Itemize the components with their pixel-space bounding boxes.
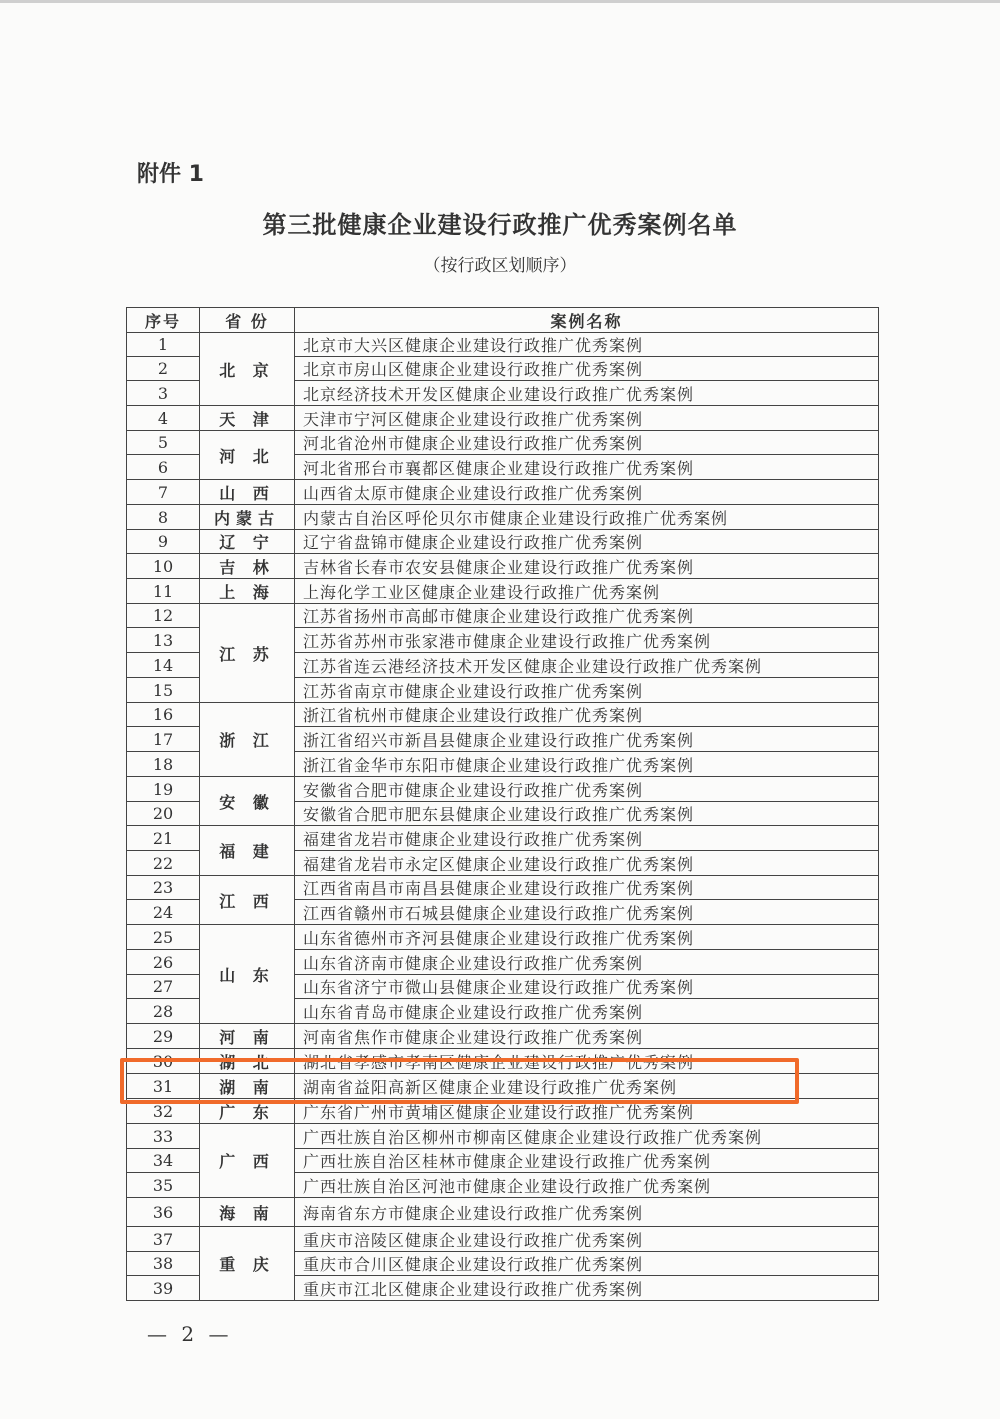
case-name: 辽宁省盘锦市健康企业建设行政推广优秀案例 [295,530,879,554]
province-cell: 浙 江 [200,703,295,777]
case-name: 山西省太原市健康企业建设行政推广优秀案例 [295,480,879,505]
province-cell: 江 苏 [200,604,295,703]
attachment-label: 附件 1 [137,162,204,187]
case-name: 江西省赣州市石城县健康企业建设行政推广优秀案例 [295,900,879,925]
row-number: 38 [127,1252,200,1276]
case-name: 天津市宁河区健康企业建设行政推广优秀案例 [295,406,879,431]
table-row [127,1198,879,1227]
case-name: 内蒙古自治区呼伦贝尔市健康企业建设行政推广优秀案例 [295,505,879,530]
province-cell: 河 北 [200,431,295,480]
header-number: 序号 [127,308,200,333]
case-name: 江苏省苏州市张家港市健康企业建设行政推广优秀案例 [295,628,879,653]
case-name: 山东省德州市齐河县健康企业建设行政推广优秀案例 [295,925,879,950]
row-number: 25 [127,925,200,950]
row-number: 19 [127,777,200,802]
row-number: 36 [127,1198,200,1227]
row-number: 12 [127,604,200,628]
case-name: 广东省广州市黄埔区健康企业建设行政推广优秀案例 [295,1099,879,1124]
row-number: 3 [127,381,200,406]
case-name: 江苏省连云港经济技术开发区健康企业建设行政推广优秀案例 [295,653,879,678]
province-cell: 内蒙古 [200,505,295,530]
row-number: 8 [127,505,200,530]
case-name: 北京经济技术开发区健康企业建设行政推广优秀案例 [295,381,879,406]
row-number: 11 [127,579,200,604]
case-name: 北京市大兴区健康企业建设行政推广优秀案例 [295,333,879,357]
case-name: 山东省济南市健康企业建设行政推广优秀案例 [295,950,879,975]
case-name: 重庆市涪陵区健康企业建设行政推广优秀案例 [295,1227,879,1252]
row-number: 4 [127,406,200,431]
row-number: 9 [127,530,200,554]
province-cell: 湖 南 [200,1074,295,1099]
row-number: 21 [127,826,200,851]
table-row [127,826,879,851]
case-name: 福建省龙岩市健康企业建设行政推广优秀案例 [295,826,879,851]
case-name: 山东省济宁市微山县健康企业建设行政推广优秀案例 [295,975,879,999]
case-name: 江西省南昌市南昌县健康企业建设行政推广优秀案例 [295,876,879,900]
page-number: — 2 — [147,1322,233,1346]
table-row [127,1124,879,1149]
province-cell: 海 南 [200,1198,295,1227]
row-number: 27 [127,975,200,999]
table-row [127,333,879,357]
province-cell: 重 庆 [200,1227,295,1301]
row-number: 28 [127,999,200,1024]
province-cell: 辽 宁 [200,530,295,554]
province-cell: 北 京 [200,333,295,406]
row-number: 10 [127,554,200,579]
case-list-table [126,307,879,1301]
case-name: 安徽省合肥市健康企业建设行政推广优秀案例 [295,777,879,802]
scan-edge [0,0,1000,3]
row-number: 35 [127,1173,200,1198]
case-name: 广西壮族自治区桂林市健康企业建设行政推广优秀案例 [295,1149,879,1173]
table-row [127,777,879,802]
case-name: 重庆市合川区健康企业建设行政推广优秀案例 [295,1252,879,1276]
header-province: 省 份 [200,308,295,333]
province-cell: 天 津 [200,406,295,431]
table-row [127,554,879,579]
table-row [127,480,879,505]
row-number: 23 [127,876,200,900]
province-cell: 福 建 [200,826,295,876]
row-number: 37 [127,1227,200,1252]
case-name: 重庆市江北区健康企业建设行政推广优秀案例 [295,1276,879,1301]
case-name: 山东省青岛市健康企业建设行政推广优秀案例 [295,999,879,1024]
row-number: 32 [127,1099,200,1124]
province-cell: 安 徽 [200,777,295,826]
table-row [127,406,879,431]
row-number: 6 [127,455,200,480]
case-name: 江苏省扬州市高邮市健康企业建设行政推广优秀案例 [295,604,879,628]
row-number: 29 [127,1024,200,1049]
row-number: 30 [127,1049,200,1074]
case-name: 广西壮族自治区柳州市柳南区健康企业建设行政推广优秀案例 [295,1124,879,1149]
row-number: 1 [127,333,200,357]
case-name: 福建省龙岩市永定区健康企业建设行政推广优秀案例 [295,851,879,876]
row-number: 15 [127,678,200,703]
row-number: 26 [127,950,200,975]
province-cell: 山 东 [200,925,295,1024]
row-number: 24 [127,900,200,925]
row-number: 33 [127,1124,200,1149]
case-name: 江苏省南京市健康企业建设行政推广优秀案例 [295,678,879,703]
case-name: 浙江省金华市东阳市健康企业建设行政推广优秀案例 [295,752,879,777]
case-name: 浙江省绍兴市新昌县健康企业建设行政推广优秀案例 [295,727,879,752]
header-case-name: 案例名称 [295,308,879,333]
table-row [127,505,879,530]
row-number: 31 [127,1074,200,1099]
case-name: 海南省东方市健康企业建设行政推广优秀案例 [295,1198,879,1227]
table-row [127,1024,879,1049]
row-number: 39 [127,1276,200,1301]
table-row [127,431,879,455]
row-number: 17 [127,727,200,752]
case-name: 广西壮族自治区河池市健康企业建设行政推广优秀案例 [295,1173,879,1198]
row-number: 2 [127,357,200,381]
table-row [127,1227,879,1252]
table-header-row [127,308,879,333]
table-row [127,925,879,950]
case-name: 河北省沧州市健康企业建设行政推广优秀案例 [295,431,879,455]
table-row [127,703,879,727]
highlight-box [120,1058,799,1104]
province-cell: 广 西 [200,1124,295,1198]
row-number: 18 [127,752,200,777]
table-row [127,876,879,900]
row-number: 14 [127,653,200,678]
table-row [127,579,879,604]
case-name: 浙江省杭州市健康企业建设行政推广优秀案例 [295,703,879,727]
row-number: 34 [127,1149,200,1173]
row-number: 7 [127,480,200,505]
case-name: 北京市房山区健康企业建设行政推广优秀案例 [295,357,879,381]
row-number: 5 [127,431,200,455]
province-cell: 江 西 [200,876,295,925]
case-name: 吉林省长春市农安县健康企业建设行政推广优秀案例 [295,554,879,579]
case-name: 安徽省合肥市肥东县健康企业建设行政推广优秀案例 [295,802,879,826]
province-cell: 上 海 [200,579,295,604]
province-cell: 吉 林 [200,554,295,579]
table-body [127,333,879,1301]
case-name: 上海化学工业区健康企业建设行政推广优秀案例 [295,579,879,604]
province-cell: 广 东 [200,1099,295,1124]
row-number: 16 [127,703,200,727]
document-title: 第三批健康企业建设行政推广优秀案例名单 [262,211,738,239]
row-number: 20 [127,802,200,826]
case-name: 河南省焦作市健康企业建设行政推广优秀案例 [295,1024,879,1049]
row-number: 13 [127,628,200,653]
table-row [127,604,879,628]
province-cell: 湖 北 [200,1049,295,1074]
table-row [127,530,879,554]
case-name: 河北省邢台市襄都区健康企业建设行政推广优秀案例 [295,455,879,480]
case-name: 湖南省益阳高新区健康企业建设行政推广优秀案例 [295,1074,879,1099]
case-name: 湖北省孝感市孝南区健康企业建设行政推广优秀案例 [295,1049,879,1074]
province-cell: 河 南 [200,1024,295,1049]
document-subtitle: （按行政区划顺序） [423,256,577,276]
province-cell: 山 西 [200,480,295,505]
row-number: 22 [127,851,200,876]
